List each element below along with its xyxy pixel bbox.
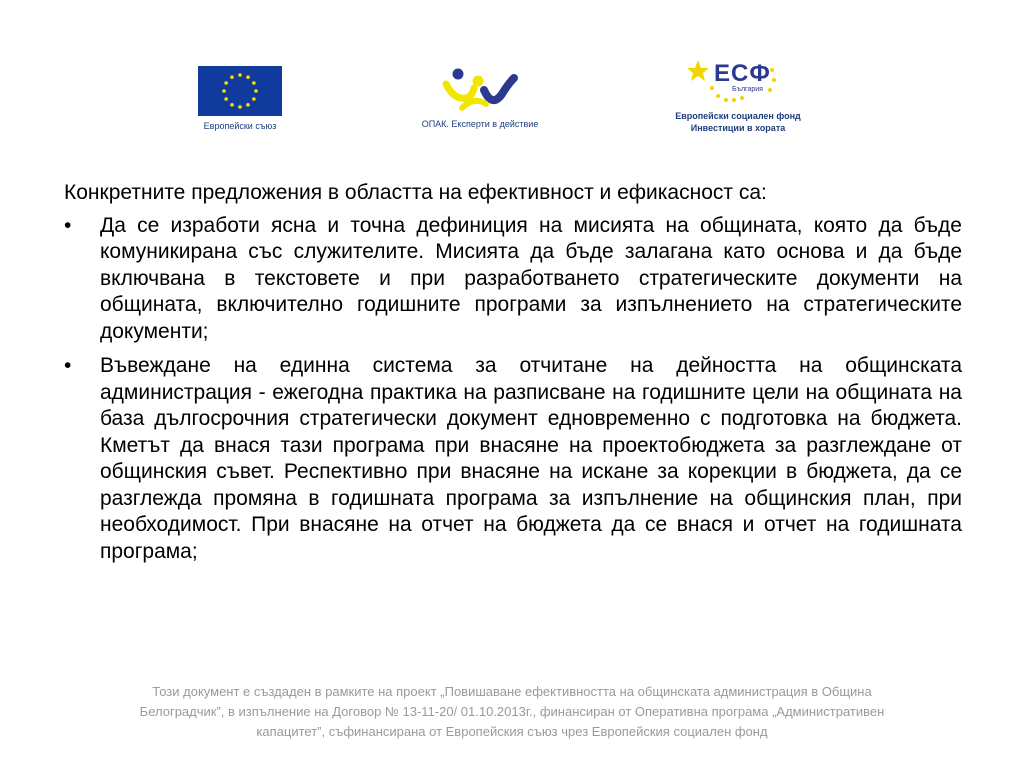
opak-caption: ОПАК. Експерти в действие [421, 119, 539, 129]
esf-mark-group [668, 56, 808, 104]
eu-star-icon [222, 89, 226, 93]
esf-logo [668, 56, 808, 134]
main-content [64, 180, 962, 573]
opak-logo [400, 68, 560, 130]
esf-caption-line2: Инвестиции в хората [690, 123, 786, 133]
eu-star-icon [246, 75, 250, 79]
opak-people-icon [440, 68, 520, 112]
eu-star-icon [230, 103, 234, 107]
eu-star-icon [252, 97, 256, 101]
list-item-text: Въвеждане на единна система за отчитане на дейността на общинската администрация - ежегодна практика на разписване на годишните цели на общината на база дългосрочния стратегически документ едновременно с подготовка на бюджета. Кметът да внася тази програма при внасяне на проектобюджета за разглеждане от общинския съвет. Респективно при внасяне на искане за корекции в бюджета, да се разглежда промяна в годишната програма за изпълнение на общинския план, при необходимост. При внасяне на отчет на бюджета да се внася и отчет на годишната програма; [100, 354, 962, 563]
esf-mark: ЕСФ [714, 60, 771, 87]
list-item [64, 353, 962, 565]
footer-line-3: капацитет”, съфинансирана от Европейския съюз чрез Европейския социален фонд [256, 724, 768, 739]
eu-logo [196, 66, 284, 132]
proposal-list [64, 213, 962, 566]
esf-caption-line1: Европейски социален фонд [675, 111, 801, 121]
eu-star-icon [254, 89, 258, 93]
list-item-text: Да се изработи ясна и точна дефиниция на мисията на общината, която да бъде комуникирана със служителите. Мисията да бъде залагана като основа и да бъде включвана в текстовете и при разработването стратегическите документи на общината, включително годишните програми за изпълнението на стратегическите документи; [100, 213, 962, 343]
bullet-mark: • [64, 354, 72, 377]
eu-star-icon [224, 97, 228, 101]
esf-sub: България [732, 86, 763, 93]
intro-text: Конкретните предложения в областта на ефективност и ефикасност са: [64, 181, 767, 204]
eu-star-icon [252, 81, 256, 85]
list-item [64, 213, 962, 346]
eu-star-icon [238, 105, 242, 109]
eu-star-icon [224, 81, 228, 85]
eu-star-icon [230, 75, 234, 79]
footer-line-2: Белоградчик”, в изпълнение на Договор № 13-11-20/ 01.10.2013г., финансиран от Оперативна програма „Административен [139, 704, 885, 719]
footer-line-1: Този документ е създаден в рамките на проект „Повишаване ефективността на общинската администрация в Община [152, 684, 872, 699]
eu-star-icon [238, 73, 242, 77]
eu-star-icon [246, 103, 250, 107]
footer-note [60, 682, 964, 742]
eu-caption: Европейски съюз [203, 121, 277, 131]
bullet-mark: • [64, 213, 72, 237]
eu-flag-icon [198, 66, 282, 116]
